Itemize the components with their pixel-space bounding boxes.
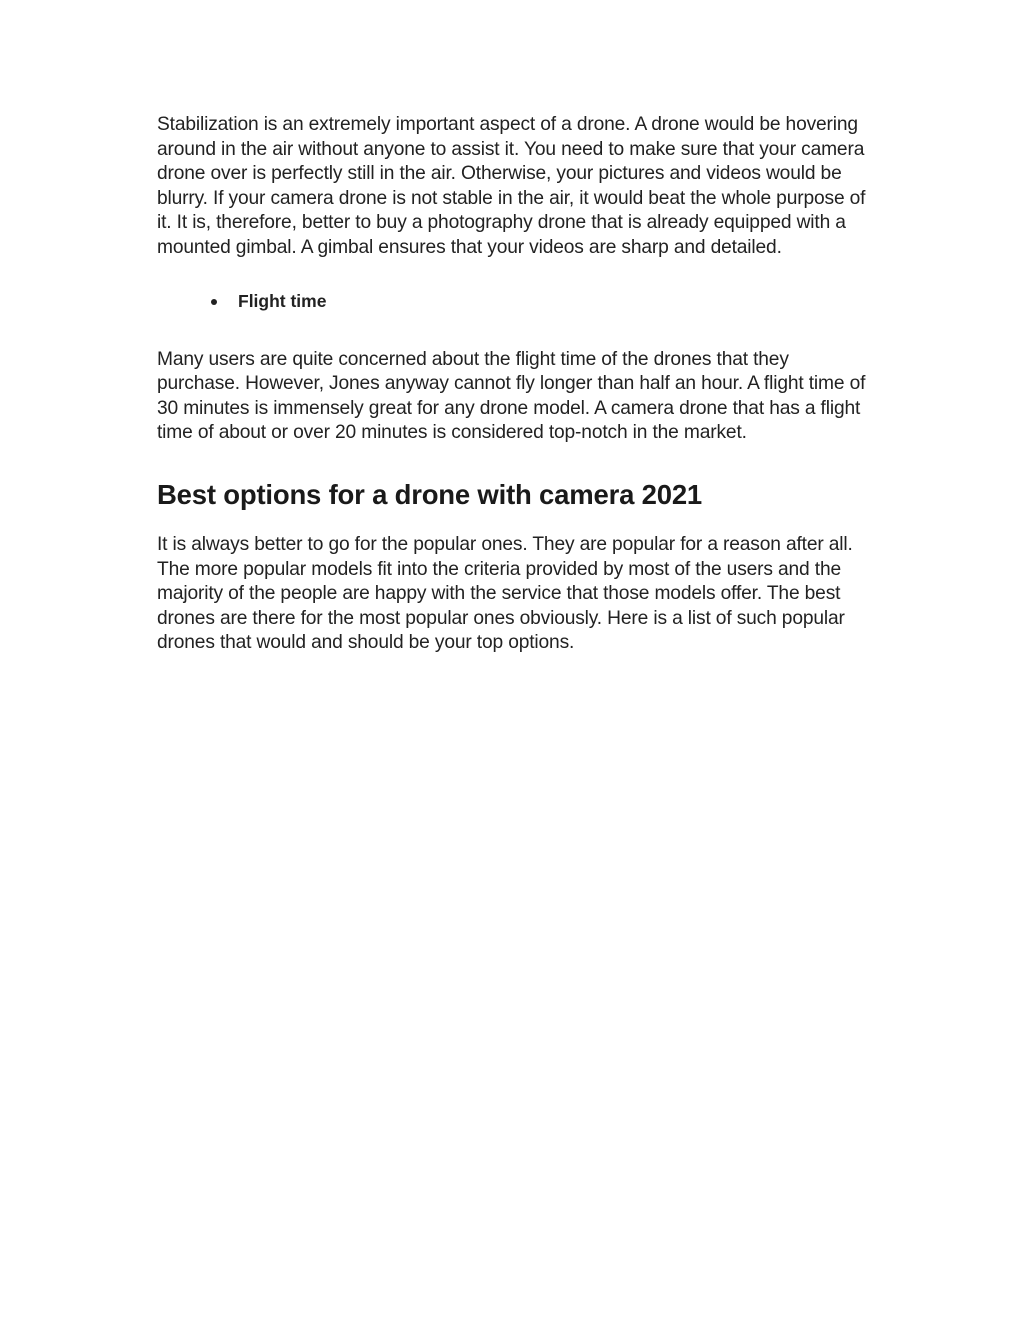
- paragraph-popular-drones: It is always better to go for the popular ones. They are popular for a reason after all. The more popular models fit into the criteria provided by most of the users and the majority of the people are happy with the service that those models offer. The best drones are there for the most popular ones obviously. Here is a list of such popular drones that would and should be your top options.: [157, 533, 853, 654]
- document-page: [157, 113, 869, 656]
- bullet-item-flight-time: [207, 289, 869, 313]
- bullet-list: [157, 289, 869, 323]
- paragraph-stabilization: Stabilization is an extremely important aspect of a drone. A drone would be hovering around in the air without anyone to assist it. You need to make sure that your camera drone over is perfectly still in the air. Otherwise, your pictures and videos would be blurry. If your camera drone is not stable in the air, it would beat the whole purpose of it. It is, therefore, better to buy a photography drone that is already equipped with a mounted gimbal. A gimbal ensures that your videos are sharp and detailed.: [157, 114, 866, 258]
- bullet-dot-icon: [211, 299, 217, 305]
- paragraph-flight-time: Many users are quite concerned about the flight time of the drones that they purchase. However, Jones anyway cannot fly longer than half an hour. A flight time of 30 minutes is immensely great for any drone model. A camera drone that has a flight time of about or over 20 minutes is considered top-notch in the market.: [157, 348, 866, 444]
- section-heading: Best options for a drone with camera 2021: [157, 478, 703, 510]
- bullet-label: Flight time: [238, 290, 327, 311]
